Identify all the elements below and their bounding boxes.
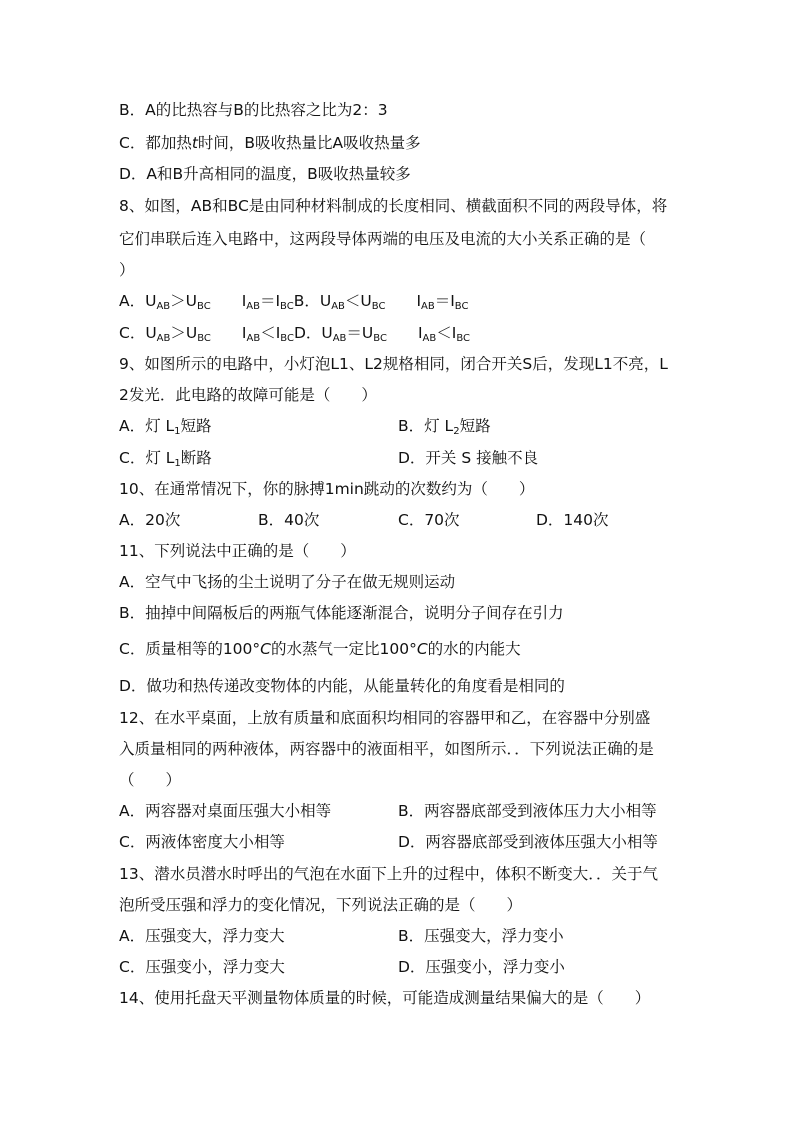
q8-stem-line3: ） bbox=[119, 261, 135, 279]
q12-stem-line1: 12、在水平桌面，上放有质量和底面积均相同的容器甲和乙，在容器中分别盛 bbox=[119, 709, 651, 727]
q11-option-c: C．质量相等的100°C的水蒸气一定比100°C的水的内能大 bbox=[119, 640, 521, 658]
q9-stem-line1: 9、如图所示的电路中，小灯泡L1、L2规格相同，闭合开关S后，发现L1不亮，L bbox=[119, 355, 668, 373]
q13-stem-line1: 13、潜水员潜水时呼出的气泡在水面下上升的过程中，体积不断变大．．关于气 bbox=[119, 865, 658, 883]
q8-stem-line2: 它们串联后连入电路中，这两段导体两端的电压及电流的大小关系正确的是（ bbox=[119, 230, 647, 248]
q12-option-d: D．两容器底部受到液体压强大小相等 bbox=[398, 833, 658, 851]
q13-option-b: B．压强变大，浮力变小 bbox=[398, 927, 564, 945]
q7-option-b: B．A的比热容与B的比热容之比为2：3 bbox=[119, 101, 388, 119]
q10-option-a: A．20次 bbox=[119, 511, 181, 529]
q9-option-a: A．灯 $L_1$短路 bbox=[119, 417, 212, 437]
q13-option-c: C．压强变小，浮力变大 bbox=[119, 958, 285, 976]
q8-options-cd: C．$U_{AB}>U_{BC}$ $I_{AB}<I_{BC}D$．$U_{AB}=U_{BC}$ $I_{AB}<I_{BC}$ bbox=[119, 324, 470, 344]
q12-stem-line2: 入质量相同的两种液体，两容器中的液面相平，如图所示．．下列说法正确的是 bbox=[119, 740, 654, 758]
q9-option-c: C．灯 $L_1$断路 bbox=[119, 449, 212, 469]
q10-stem: 10、在通常情况下，你的脉搏1min跳动的次数约为（ ） bbox=[119, 480, 535, 498]
q7-option-d: D．A和B升高相同的温度，B吸收热量较多 bbox=[119, 165, 411, 183]
q12-option-a: A．两容器对桌面压强大小相等 bbox=[119, 802, 332, 820]
q7-option-c: C．都加热t时间，B吸收热量比A吸收热量多 bbox=[119, 134, 421, 152]
q12-option-c: C．两液体密度大小相等 bbox=[119, 833, 285, 851]
q13-stem-line2: 泡所受压强和浮力的变化情况，下列说法正确的是（ ） bbox=[119, 896, 523, 914]
q13-option-a: A．压强变大，浮力变大 bbox=[119, 927, 285, 945]
q8-options-ab: A．$U_{AB}>U_{BC}$ $I_{AB}=I_{BC}B$．$U_{AB}<U_{BC}$ $I_{AB}=I_{BC}$ bbox=[119, 292, 469, 312]
q11-option-b: B．抽掉中间隔板后的两瓶气体能逐渐混合，说明分子间存在引力 bbox=[119, 604, 564, 622]
q11-option-a: A．空气中飞扬的尘土说明了分子在做无规则运动 bbox=[119, 573, 456, 591]
q12-option-b: B．两容器底部受到液体压力大小相等 bbox=[398, 802, 657, 820]
q11-option-d: D．做功和热传递改变物体的内能，从能量转化的角度看是相同的 bbox=[119, 677, 565, 695]
q14-stem: 14、使用托盘天平测量物体质量的时候，可能造成测量结果偏大的是（ ） bbox=[119, 989, 651, 1007]
q9-stem-line2: 2发光．此电路的故障可能是（ ） bbox=[119, 386, 377, 404]
q13-option-d: D．压强变小，浮力变小 bbox=[398, 958, 565, 976]
q8-stem-line1: 8、如图，AB和BC是由同种材料制成的长度相同、横截面积不同的两段导体，将 bbox=[119, 197, 668, 215]
q9-option-d: D．开关 S 接触不良 bbox=[398, 449, 539, 467]
q10-option-b: B．40次 bbox=[258, 511, 320, 529]
q9-option-b: B．灯 $L_2$短路 bbox=[398, 417, 491, 437]
q10-option-d: D．140次 bbox=[536, 511, 609, 529]
q11-stem: 11、下列说法中正确的是（ ） bbox=[119, 542, 356, 560]
q12-stem-line3: （ ） bbox=[119, 771, 182, 789]
q10-option-c: C．70次 bbox=[398, 511, 460, 529]
